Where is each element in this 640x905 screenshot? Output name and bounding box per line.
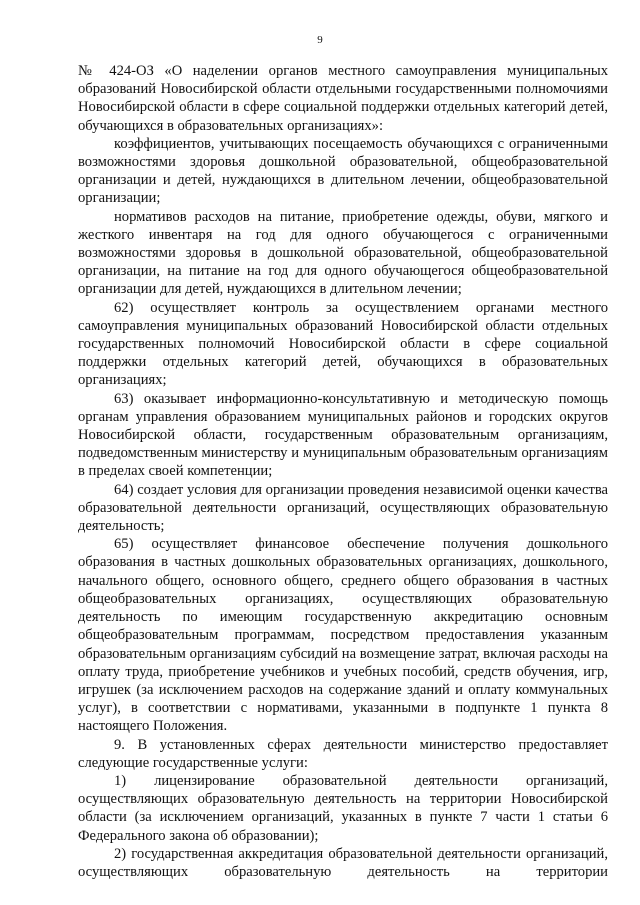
- paragraph-section-9: 9. В установленных сферах деятельности министерство предоставляет следующие государственные услуги:: [78, 736, 608, 771]
- paragraph-item-64: 64) создает условия для организации проведения независимой оценки качества образовательной деятельности организаций, осуществляющих образовательную деятельность;: [78, 481, 608, 535]
- paragraph-service-1: 1) лицензирование образовательной деятельности организаций, осуществляющих образовательную деятельность на территории Новосибирской области (за исключением организаций, указанных в пункте 7 части 1 статьи 6 Федерального закона об образовании);: [78, 772, 608, 844]
- paragraph-law-reference: № 424-ОЗ «О наделении органов местного самоуправления муниципальных образований Новосибирской области отдельными государственными полномочиями Новосибирской области в сфере социальной поддержки отдельных категорий детей, обучающихся в образовательных организациях»:: [78, 63, 608, 134]
- paragraph-item-62: 62) осуществляет контроль за осуществлением органами местного самоуправления муниципальных образований Новосибирской области отдельных государственных полномочий Новосибирской области в сфере социальной поддержки отдельных категорий детей, обучающихся в образовательных организациях;: [78, 299, 608, 389]
- document-body: [78, 62, 608, 881]
- paragraph-service-2: 2) государственная аккредитация образовательной деятельности организаций, осуществляющих образовательную деятельность на территории: [78, 845, 608, 880]
- paragraph-item-63: 63) оказывает информационно-консультативную и методическую помощь органам управления образованием муниципальных районов и городских округов Новосибирской области, государственным образовательным организациям, подведомственным министерству и муниципальным образовательным организациям в пределах своей компетенции;: [78, 390, 608, 480]
- paragraph-expense-norms: нормативов расходов на питание, приобретение одежды, обуви, мягкого и жесткого инвентаря на год для одного обучающегося с ограниченными возможностями здоровья в дошкольной образовательной, общеобразовательной организации, на питание на год для одного обучающегося общеобразовательной организации для детей, нуждающихся в длительном лечении;: [78, 208, 608, 298]
- page-number: 9: [317, 34, 323, 46]
- paragraph-item-65: 65) осуществляет финансовое обеспечение получения дошкольного образования в частных дошкольных образовательных организациях, дошкольного, начального общего, основного общего, среднего общего образования в частных общеобразовательных организациях, осуществляющих образовательную деятельность по имеющим государственную аккредитацию основным общеобразовательным программам, посредством предоставления указанным образовательным организациям субсидий на возмещение затрат, включая расходы на оплату труда, приобретение учебников и учебных пособий, средств обучения, игр, игрушек (за исключением расходов на содержание зданий и оплату коммунальных услуг), в соответствии с нормативами, указанными в подпункте 1 пункта 8 настоящего Положения.: [78, 536, 608, 735]
- paragraph-coefficients: коэффициентов, учитывающих посещаемость обучающихся с ограниченными возможностями здоровья дошкольной образовательной, общеобразовательной организации и детей, нуждающихся в длительном лечении, общеобразовательной организации;: [78, 135, 608, 207]
